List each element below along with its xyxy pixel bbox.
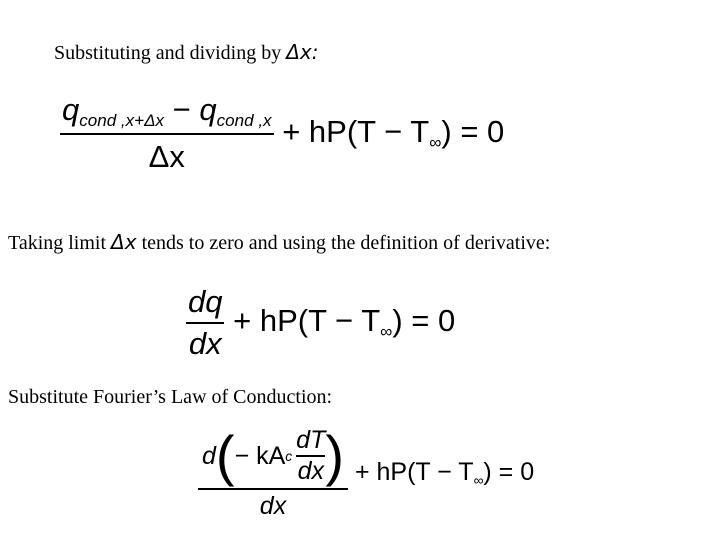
delta-x-symbol: Δx:	[286, 40, 319, 64]
eq2-numerator: dq	[188, 284, 223, 319]
eq1-denominator: Δx	[148, 138, 185, 174]
eq1-numerator: $q_{cond ,x+\Delta x} - q_{cond ,x}$	[62, 92, 272, 130]
caption-substituting-text: Substituting and dividing by	[54, 42, 287, 64]
delta-x-symbol: Δx	[111, 230, 137, 254]
caption-substituting	[54, 40, 319, 65]
eq3-fraction	[198, 426, 348, 521]
eq2-fraction	[186, 284, 224, 362]
equation-1	[60, 92, 504, 175]
eq2-denominator: dx	[188, 326, 222, 361]
eq1-rest: + $hP(T - T_\infty) = 0$	[282, 113, 505, 152]
caption-fourier: Substitute Fourier’s Law of Conduction:	[8, 386, 333, 408]
eq1-fraction	[60, 92, 274, 175]
eq3-numerator: d ( − kA c $\frac{dT}{dx}$ )	[202, 424, 345, 487]
caption-taking-limit: Taking limit Δx tends to zero and using the definition of derivative:	[8, 230, 551, 254]
eq3-inner-fraction: $\frac{dT}{dx}$	[296, 426, 326, 485]
eq3-denominator: dx	[259, 492, 287, 520]
equation-3	[198, 426, 534, 521]
eq3-rest: + $hP(T - T_\infty) = 0$	[354, 458, 535, 488]
equation-2	[186, 284, 455, 362]
eq2-rest: + $hP(T - T_\infty) = 0$	[233, 303, 456, 342]
